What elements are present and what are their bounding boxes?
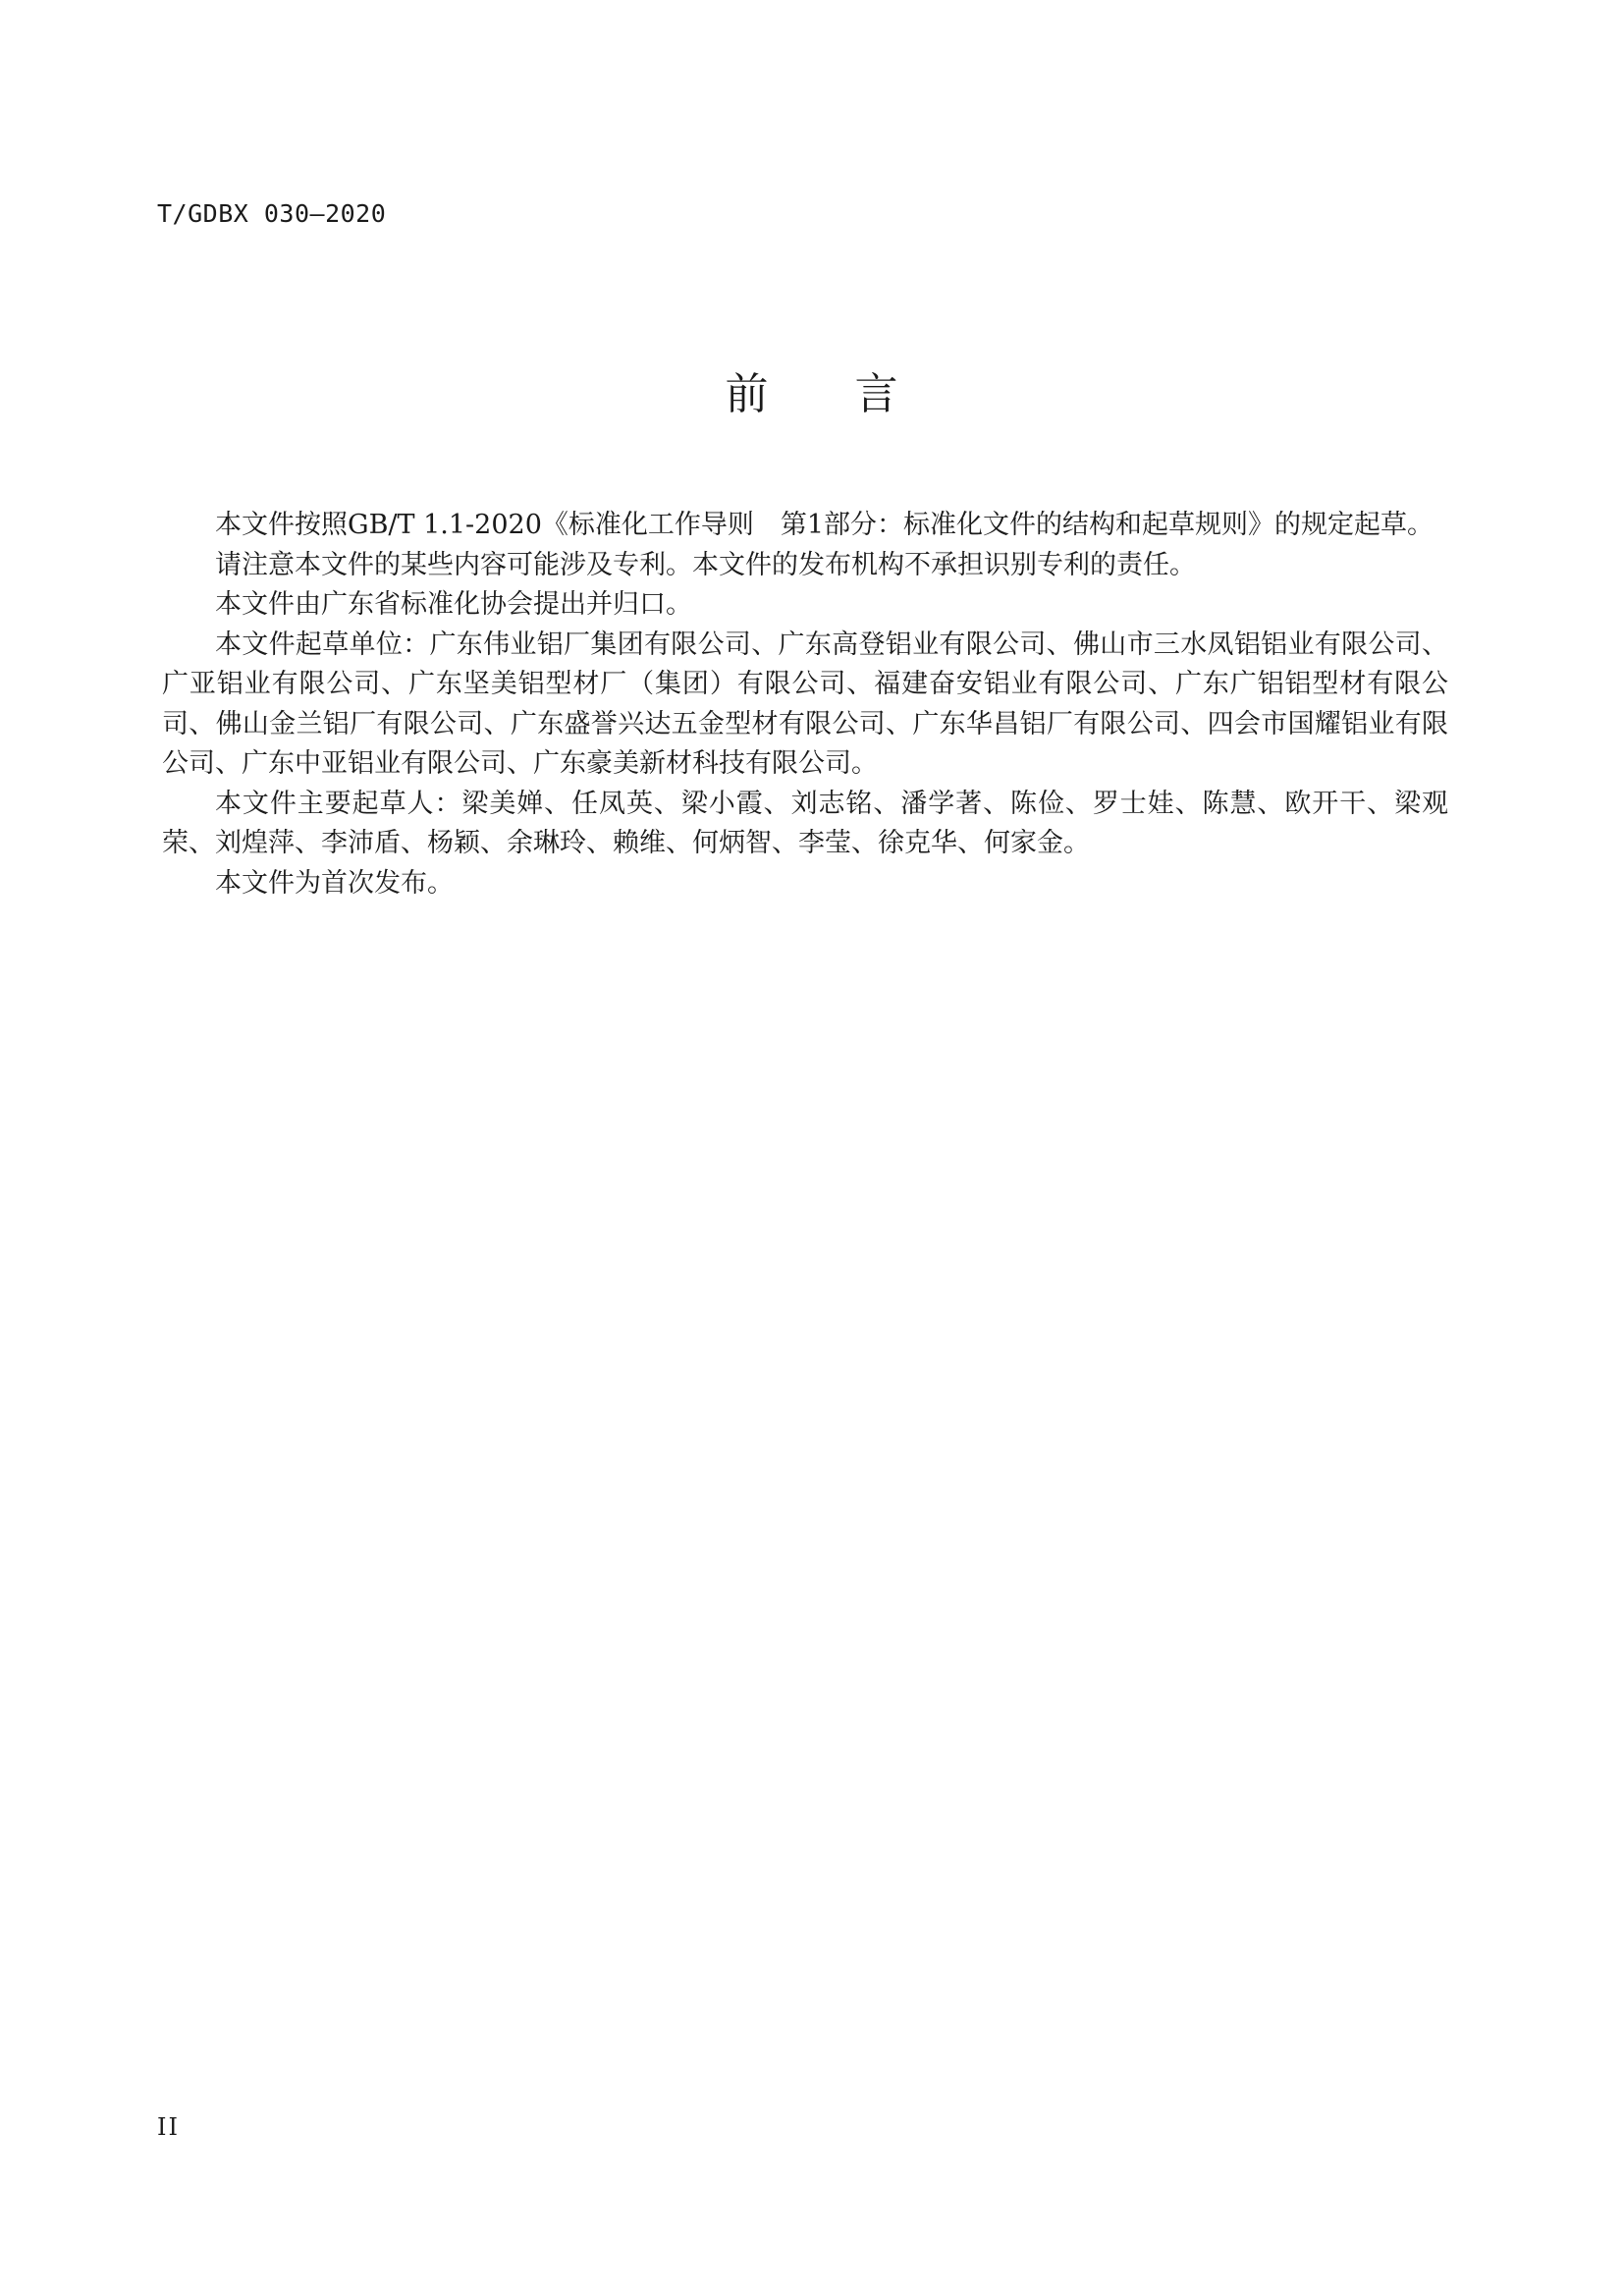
paragraph-proposer: 本文件由广东省标准化协会提出并归口。 <box>215 589 692 620</box>
paragraph-first-release: 本文件为首次发布。 <box>215 867 454 899</box>
section-title <box>0 365 1623 424</box>
paragraph-patent-notice: 请注意本文件的某些内容可能涉及专利。本文件的发布机构不承担识别专利的责任。 <box>215 549 1196 580</box>
foreword-body <box>162 506 1448 903</box>
section-title-right: 言 <box>854 369 898 419</box>
section-title-left: 前 <box>725 369 769 419</box>
document-code: T/GDBX 030—2020 <box>157 199 387 228</box>
paragraph-drafting-units: 本文件起草单位：广东伟业铝厂集团有限公司、广东高登铝业有限公司、佛山市三水凤铝铝业有限公司、广亚铝业有限公司、广东坚美铝型材厂（集团）有限公司、福建奋安铝业有限公司、广东广铝铝型材有限公司、佛山金兰铝厂有限公司、广东盛誉兴达五金型材有限公司、广东华昌铝厂有限公司、四会市国耀铝业有限公司、广东中亚铝业有限公司、广东豪美新材科技有限公司。 <box>162 629 1448 779</box>
paragraph-drafting-basis: 本文件按照GB/T 1.1-2020《标准化工作导则 第1部分：标准化文件的结构和起草规则》的规定起草。 <box>215 510 1434 540</box>
page-number: II <box>157 2113 180 2141</box>
paragraph-drafters: 本文件主要起草人：梁美婵、任凤英、梁小霞、刘志铭、潘学著、陈俭、罗士娃、陈慧、欧开干、梁观荣、刘煌萍、李沛盾、杨颖、余琳玲、赖维、何炳智、李莹、徐克华、何家金。 <box>162 788 1448 858</box>
